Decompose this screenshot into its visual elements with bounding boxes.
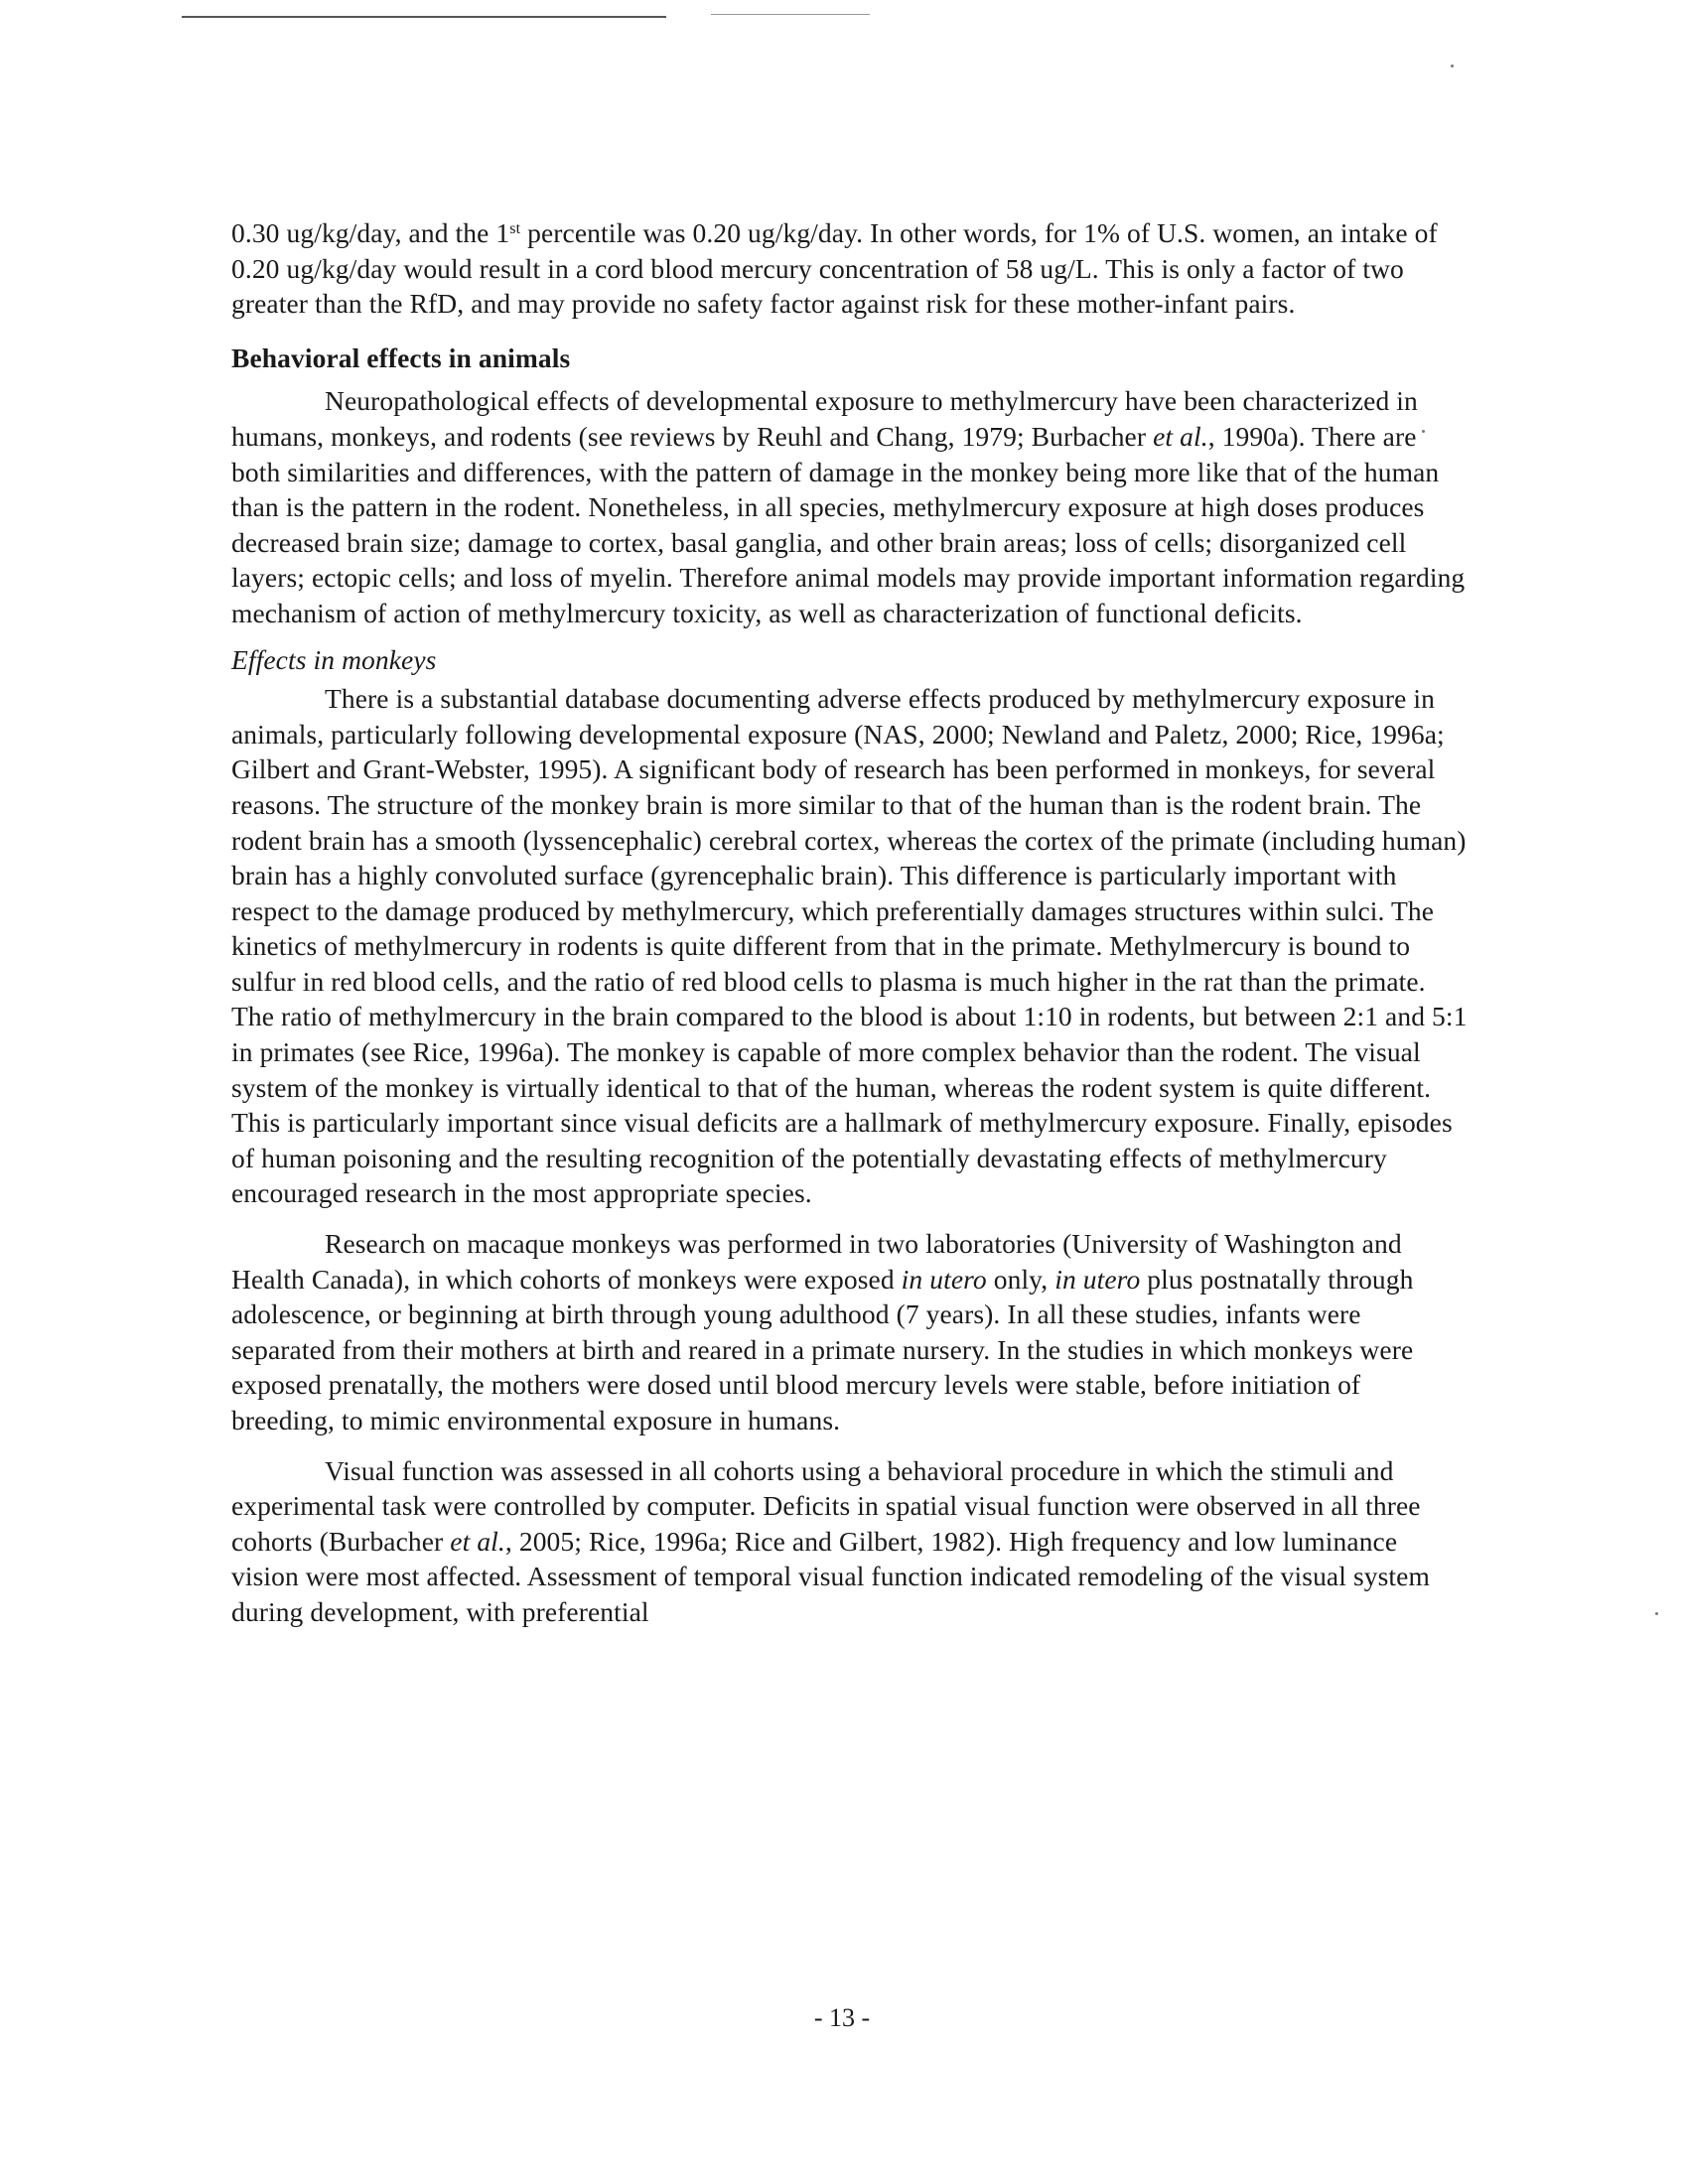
scan-speck [1451, 65, 1454, 68]
text-run: percentile was 0.20 ug/kg/day. In other words, for 1% of U.S. women, an intake of 0.20 ug/kg/day would result in a cord blood mercury concentration of 58 ug/L. This is only a factor of two greater than the RfD, and may provide no safety factor against risk for these mother-infant pairs. [231, 217, 1438, 320]
paragraph-intro [231, 215, 1468, 322]
text-run: plus postnatally through adolescence, or beginning at birth through young adulthood (7 years). In all these studies, infants were separated from their mothers at birth and reared in a primate nursery. In the studies in which monkeys were exposed prenatally, the mothers were dosed until blood mercury levels were stable, before initiation of breeding, to mimic environmental exposure in humans. [231, 1263, 1414, 1435]
section-heading: Behavioral effects in animals [231, 341, 571, 373]
subheading: Effects in monkeys [231, 643, 437, 675]
text-run: Research on macaque monkeys was performed in two laboratories (University of Washington and Health Canada), in which cohorts of monkeys were exposed [231, 1228, 1402, 1295]
text-run: , 2005; Rice, 1996a; Rice and Gilbert, 1982). High frequency and low luminance vision were most affected. Assessment of temporal visual function indicated remodeling of the visual system during development, with preferential [231, 1525, 1430, 1627]
text-run: only, [986, 1263, 1055, 1295]
header-rule [182, 16, 666, 18]
text-run: , 1990a). There are both similarities and differences, with the pattern of damage in the monkey being more like that of the human than is the pattern in the rodent. Nonetheless, in all species, methylmercury exposure at high doses produces decreased brain size; damage to cortex, basal ganglia, and other brain areas; loss of cells; disorganized cell layers; ectopic cells; and loss of myelin. Therefore animal models may provide important information regarding mechanism of action of methylmercury toxicity, as well as characterization of functional deficits. [231, 420, 1466, 628]
text-run: 0.30 ug/kg/day, and the 1 [231, 217, 510, 248]
italic-term: in utero [901, 1263, 987, 1295]
document-body [231, 215, 1468, 1630]
paragraph-database: There is a substantial database documenting adverse effects produced by methylmercury exposure in animals, particularly following developmental exposure (NAS, 2000; Newland and Paletz, 2000; Rice, 1996a; Gilbert and Grant-Webster, 1995). A significant body of research has been performed in monkeys, for several reasons. The structure of the monkey brain is more similar to that of the human than is the rodent brain. The rodent brain has a smooth (lyssencephalic) cerebral cortex, whereas the cortex of the primate (including human) brain has a highly convoluted surface (gyrencephalic brain). This difference is particularly important with respect to the damage produced by methylmercury, which preferentially damages structures within sulci. The kinetics of methylmercury in rodents is quite different from that in the primate. Methylmercury is bound to sulfur in red blood cells, and the ratio of red blood cells to plasma is much higher in the rat than the primate. The ratio of methylmercury in the brain compared to the blood is about 1:10 in rodents, but between 2:1 and 5:1 in primates (see Rice, 1996a). The monkey is capable of more complex behavior than the rodent. The visual system of the monkey is virtually identical to that of the human, whereas the rodent system is quite different. This is particularly important since visual deficits are a hallmark of methylmercury exposure. Finally, episodes of human poisoning and the resulting recognition of the potentially devastating effects of methylmercury encouraged research in the most appropriate species. [231, 683, 1468, 1209]
paragraph-macaque [231, 1226, 1468, 1438]
page-number: - 13 - [813, 2003, 871, 2032]
text-run: Neuropathological effects of developmental exposure to methylmercury have been characterized in humans, monkeys, and rodents (see reviews by Reuhl and Chang, 1979; Burbacher [231, 385, 1418, 452]
superscript: st [509, 220, 521, 237]
paragraph-visual [231, 1453, 1468, 1630]
italic-term: in utero [1054, 1263, 1141, 1295]
paragraph-neuropathology [231, 383, 1468, 630]
italic-citation: et al. [1153, 420, 1208, 452]
italic-citation: et al. [450, 1525, 505, 1557]
scan-speck [1655, 1612, 1658, 1615]
header-rule-faint [711, 14, 870, 15]
text-run: Visual function was assessed in all cohorts using a behavioral procedure in which the stimuli and experimental task were controlled by computer. Deficits in spatial visual function were observed in all three cohorts (Burbacher [231, 1454, 1421, 1557]
